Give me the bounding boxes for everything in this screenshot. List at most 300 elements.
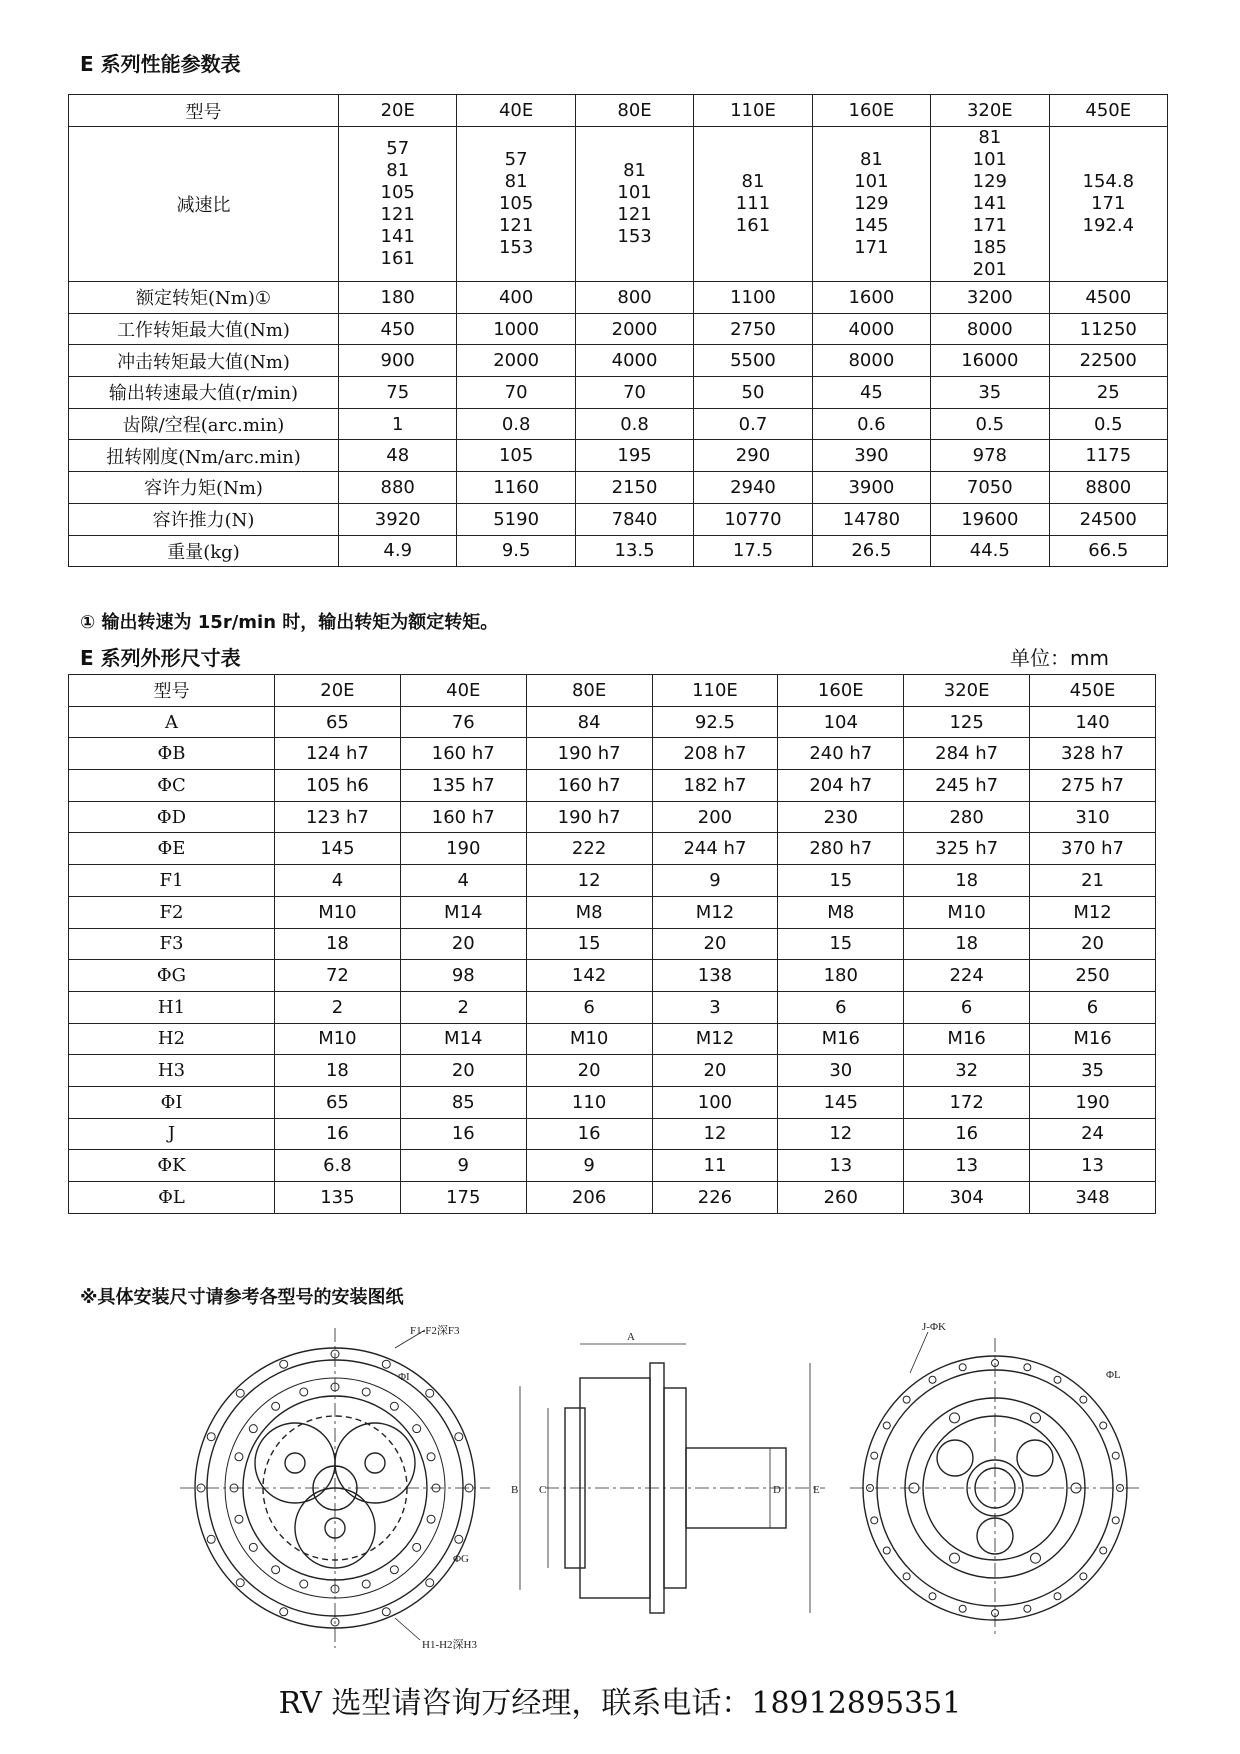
bolt-hole [950,1413,960,1423]
table-cell: 250 [1030,960,1156,992]
ratio-value: 145 [854,215,889,236]
bolt-hole [1100,1547,1107,1554]
table-cell: 30 [778,1055,904,1087]
table-cell: 304 [904,1182,1030,1214]
table-cell: 型号 [69,675,275,707]
label-f: F1-F2深F3 [410,1325,460,1337]
table-cell: 284 h7 [904,738,1030,770]
table-cell: 13 [904,1150,1030,1182]
ratio-value: 161 [735,215,771,236]
bolt-hole [1031,1413,1041,1423]
table-cell: 72 [275,960,401,992]
bolt-hole [455,1433,463,1441]
table-cell: 4000 [575,345,693,377]
table-cell: 16 [526,1118,652,1150]
bolt-hole [1100,1422,1107,1429]
ratio-value: 141 [972,193,1007,214]
table-row [69,345,1168,377]
table-cell: 1100 [694,282,812,314]
table-cell: 11 [652,1150,778,1182]
table-cell: 0.6 [812,408,930,440]
table-cell: ΦL [69,1182,275,1214]
table-cell: 2940 [694,472,812,504]
bolt-hole [959,1605,966,1612]
table-cell: 9 [526,1150,652,1182]
table-cell: 25 [1049,377,1167,409]
bolt-hole [300,1580,308,1588]
table-cell: 135 [275,1182,401,1214]
bolt-hole [959,1364,966,1371]
performance-table [68,94,1168,567]
table-cell: 92.5 [652,706,778,738]
table-cell: 2150 [575,472,693,504]
ratio-value: 57 [504,149,528,170]
table-row [69,1150,1156,1182]
table-cell: 11250 [1049,313,1167,345]
table-cell: 145 [275,833,401,865]
perf-table-title: E 系列性能参数表 [80,52,241,76]
table-cell: 204 h7 [778,770,904,802]
table-cell: 105 [457,440,575,472]
table-cell: M16 [904,1023,1030,1055]
ratio-value: 81 [741,171,765,192]
table-cell: 3 [652,991,778,1023]
table-row [69,1023,1156,1055]
table-cell: M16 [778,1023,904,1055]
table-cell: ΦI [69,1086,275,1118]
ratio-value: 121 [498,215,534,236]
bolt-hole [413,1425,421,1433]
table-cell: 35 [1030,1055,1156,1087]
table-cell: 320E [904,675,1030,707]
table-cell: 6 [1030,991,1156,1023]
table-cell: 450 [339,313,457,345]
ratio-cell [1049,127,1167,282]
table-cell: 齿隙/空程(arc.min) [69,408,339,440]
ratio-value: 201 [972,259,1007,280]
table-cell: 140 [1030,706,1156,738]
table-cell: 2000 [457,345,575,377]
table-cell: 978 [931,440,1049,472]
table-row [69,833,1156,865]
table-cell: 76 [400,706,526,738]
table-cell: 900 [339,345,457,377]
table-cell: 310 [1030,801,1156,833]
table-cell: 6 [778,991,904,1023]
table-cell: 4.9 [339,535,457,567]
ratio-value: 153 [498,237,534,258]
table-cell: 65 [275,706,401,738]
table-cell: 190 h7 [526,801,652,833]
table-cell: 0.5 [931,408,1049,440]
table-cell: 16 [904,1118,1030,1150]
table-cell: 125 [904,706,1030,738]
table-cell: 182 h7 [652,770,778,802]
table-cell: 15 [778,928,904,960]
table-row [69,991,1156,1023]
table-cell: 16000 [931,345,1049,377]
bolt-hole [883,1547,890,1554]
table-cell: 32 [904,1055,1030,1087]
table-cell: F1 [69,865,275,897]
table-cell: 3920 [339,503,457,535]
table-cell: 容许推力(N) [69,503,339,535]
table-cell: 24500 [1049,503,1167,535]
table-cell: 3900 [812,472,930,504]
ratio-value: 81 [623,160,646,181]
bolt-hole [426,1579,434,1587]
table-cell: M10 [904,896,1030,928]
table-cell: 18 [275,1055,401,1087]
table-cell: 17.5 [694,535,812,567]
bolt-hole [362,1388,370,1396]
table-cell: 减速比 [69,127,339,282]
table-cell: 18 [275,928,401,960]
contact-footer: RV 选型请咨询万经理，联系电话：18912895351 [278,1686,962,1721]
table-cell: 输出转速最大值(r/min) [69,377,339,409]
table-cell: 400 [457,282,575,314]
table-cell: 1600 [812,282,930,314]
table-row [69,472,1168,504]
table-cell: 222 [526,833,652,865]
label-l: ΦL [1106,1369,1121,1381]
table-cell: M14 [400,1023,526,1055]
table-cell: 85 [400,1086,526,1118]
table-cell: F3 [69,928,275,960]
ratio-cell [931,127,1049,282]
table-cell: 4000 [812,313,930,345]
table-row [69,408,1168,440]
table-cell: 230 [778,801,904,833]
dims-footnote: ※具体安装尺寸请参考各型号的安装图纸 [80,1287,404,1308]
bolt-hole [871,1517,878,1524]
label-a: A [627,1331,635,1343]
bolt-hole [1054,1593,1061,1600]
table-header-row [69,675,1156,707]
table-cell: 290 [694,440,812,472]
ratio-cell [339,127,457,282]
table-cell: 9 [652,865,778,897]
table-cell: 2000 [575,313,693,345]
table-cell: 20 [652,928,778,960]
table-cell: 型号 [69,95,339,127]
bolt-hole [207,1535,215,1543]
table-cell: 240 h7 [778,738,904,770]
table-cell: 110E [694,95,812,127]
table-cell: 370 h7 [1030,833,1156,865]
ratio-value: 129 [854,193,889,214]
table-cell: 190 h7 [526,738,652,770]
table-cell: 13 [1030,1150,1156,1182]
ratio-value: 121 [617,204,652,225]
table-cell: 19600 [931,503,1049,535]
table-cell: 245 h7 [904,770,1030,802]
table-cell: J [69,1118,275,1150]
ratio-cell [812,127,930,282]
label-e: E [813,1484,820,1496]
table-cell: 195 [575,440,693,472]
label-jk: J-ΦK [922,1321,946,1333]
table-cell: H1 [69,991,275,1023]
ratio-value: 81 [859,149,883,170]
table-cell: ΦG [69,960,275,992]
bolt-hole [390,1566,398,1574]
bolt-hole [249,1543,257,1551]
bolt-hole [280,1608,288,1616]
table-cell: 244 h7 [652,833,778,865]
table-cell: 123 h7 [275,801,401,833]
table-cell: 9.5 [457,535,575,567]
label-c: C [539,1484,547,1496]
table-cell: 0.7 [694,408,812,440]
ratio-value: 171 [854,237,889,258]
bolt-hole [249,1425,257,1433]
label-b: B [511,1484,519,1496]
bolt-hole [903,1396,910,1403]
ratio-value: 81 [386,160,410,181]
bolt-hole [1112,1452,1119,1459]
ratio-value: 101 [972,149,1007,170]
table-cell: M12 [652,1023,778,1055]
table-cell: 75 [339,377,457,409]
table-cell: 1160 [457,472,575,504]
table-cell: 105 h6 [275,770,401,802]
bolt-hole [427,1453,435,1461]
bolt-hole [455,1535,463,1543]
bolt-hole [382,1360,390,1368]
table-cell: M10 [526,1023,652,1055]
table-cell: 172 [904,1086,1030,1118]
bolt-hole [929,1376,936,1383]
bolt-hole [272,1402,280,1410]
ratio-value: 161 [380,248,415,269]
ratio-value: 192.4 [1082,215,1135,236]
table-cell: 124 h7 [275,738,401,770]
table-cell: 110E [652,675,778,707]
table-cell: 13.5 [575,535,693,567]
bolt-hole [426,1389,434,1397]
table-cell: 224 [904,960,1030,992]
bolt-hole [207,1433,215,1441]
bolt-hole [235,1515,243,1523]
ratio-value: 129 [972,171,1007,192]
table-cell: 8000 [931,313,1049,345]
label-i: ΦI [398,1371,410,1383]
bolt-hole [903,1573,910,1580]
bolt-hole [1024,1605,1031,1612]
table-cell: 175 [400,1182,526,1214]
perf-footnote: ① 输出转速为 15r/min 时，输出转矩为额定转矩。 [80,612,499,633]
table-cell: 180 [778,960,904,992]
table-cell: 12 [526,865,652,897]
table-cell: 275 h7 [1030,770,1156,802]
table-cell: 190 [400,833,526,865]
table-cell: 35 [931,377,1049,409]
table-cell: 880 [339,472,457,504]
table-cell: 20 [1030,928,1156,960]
table-cell: 7840 [575,503,693,535]
ratio-value: 101 [854,171,889,192]
bolt-hole [236,1389,244,1397]
table-cell: 348 [1030,1182,1156,1214]
table-cell: 6 [904,991,1030,1023]
table-cell: 1175 [1049,440,1167,472]
table-cell: 4 [275,865,401,897]
table-cell: 4500 [1049,282,1167,314]
table-cell: 12 [652,1118,778,1150]
bolt-hole [1112,1517,1119,1524]
bolt-hole [235,1453,243,1461]
ratio-value: 81 [978,127,1002,148]
table-cell: 9 [400,1150,526,1182]
table-cell: 1000 [457,313,575,345]
table-cell: 3200 [931,282,1049,314]
table-cell: ΦE [69,833,275,865]
table-cell: 160 h7 [526,770,652,802]
table-row [69,801,1156,833]
table-cell: 280 [904,801,1030,833]
table-cell: 5190 [457,503,575,535]
table-row [69,313,1168,345]
table-cell: 12 [778,1118,904,1150]
table-cell: A [69,706,275,738]
table-cell: 280 h7 [778,833,904,865]
table-row [69,1055,1156,1087]
table-cell: 66.5 [1049,535,1167,567]
table-cell: 额定转矩(Nm)① [69,282,339,314]
table-row [69,770,1156,802]
ratio-value: 171 [1091,193,1126,214]
table-cell: 208 h7 [652,738,778,770]
label-g: ΦG [453,1553,469,1565]
table-cell: 重量(kg) [69,535,339,567]
table-cell: M14 [400,896,526,928]
table-cell: 260 [778,1182,904,1214]
table-cell: 104 [778,706,904,738]
table-cell: 48 [339,440,457,472]
table-cell: 21 [1030,865,1156,897]
dims-table-title: E 系列外形尺寸表 [80,646,241,670]
table-cell: 扭转刚度(Nm/arc.min) [69,440,339,472]
table-cell: 20E [275,675,401,707]
table-cell: 40E [400,675,526,707]
table-cell: 70 [575,377,693,409]
table-cell: 226 [652,1182,778,1214]
bolt-hole [382,1608,390,1616]
table-cell: M12 [1030,896,1156,928]
table-cell: M8 [526,896,652,928]
table-row [69,377,1168,409]
table-row [69,440,1168,472]
label-d: D [773,1484,781,1496]
table-cell: 328 h7 [1030,738,1156,770]
table-cell: 20 [526,1055,652,1087]
table-header-row [69,95,1168,127]
bolt-hole [1080,1573,1087,1580]
table-cell: 40E [457,95,575,127]
table-cell: 16 [400,1118,526,1150]
table-row [69,960,1156,992]
ratio-value: 153 [617,226,652,247]
table-row [69,928,1156,960]
table-cell: 1 [339,408,457,440]
table-cell: M10 [275,1023,401,1055]
table-cell: 320E [931,95,1049,127]
bolt-hole [427,1515,435,1523]
table-row [69,282,1168,314]
table-row [69,738,1156,770]
table-cell: H3 [69,1055,275,1087]
table-cell: 26.5 [812,535,930,567]
table-row [69,535,1168,567]
bolt-hole [362,1580,370,1588]
table-cell: 390 [812,440,930,472]
table-cell: 160E [812,95,930,127]
table-cell: 180 [339,282,457,314]
table-cell: 18 [904,865,1030,897]
table-row [69,1086,1156,1118]
table-cell: 325 h7 [904,833,1030,865]
table-row [69,1182,1156,1214]
bolt-hole [272,1566,280,1574]
table-cell: 142 [526,960,652,992]
table-cell: 98 [400,960,526,992]
table-cell: 138 [652,960,778,992]
bolt-hole [300,1388,308,1396]
table-cell: 20E [339,95,457,127]
ratio-value: 171 [972,215,1007,236]
table-cell: 100 [652,1086,778,1118]
bolt-hole [1080,1396,1087,1403]
bolt-hole [1031,1553,1041,1563]
table-cell: ΦD [69,801,275,833]
unit-label: 单位：mm [1010,646,1109,670]
bolt-hole [1024,1364,1031,1371]
table-cell: 110 [526,1086,652,1118]
table-row [69,503,1168,535]
table-cell: 50 [694,377,812,409]
table-cell: 0.5 [1049,408,1167,440]
ratio-value: 105 [498,193,534,214]
ratio-value: 105 [380,182,415,203]
table-cell: 84 [526,706,652,738]
bolt-hole [883,1422,890,1429]
table-cell: 450E [1049,95,1167,127]
table-row [69,127,1168,282]
table-cell: 2750 [694,313,812,345]
table-cell: 0.8 [457,408,575,440]
bolt-hole [1054,1376,1061,1383]
table-cell: 800 [575,282,693,314]
table-cell: 160 h7 [400,801,526,833]
table-cell: 6.8 [275,1150,401,1182]
table-cell: 10770 [694,503,812,535]
back-view-drawing [850,1318,1150,1658]
table-cell: 135 h7 [400,770,526,802]
table-cell: 14780 [812,503,930,535]
table-cell: 18 [904,928,1030,960]
table-cell: 15 [778,865,904,897]
table-cell: ΦK [69,1150,275,1182]
table-cell: 190 [1030,1086,1156,1118]
ratio-value: 81 [504,171,528,192]
table-row [69,706,1156,738]
label-h: H1-H2深H3 [422,1639,477,1651]
table-cell: 200 [652,801,778,833]
table-cell: 145 [778,1086,904,1118]
ratio-cell [457,127,575,282]
table-cell: 容许力矩(Nm) [69,472,339,504]
